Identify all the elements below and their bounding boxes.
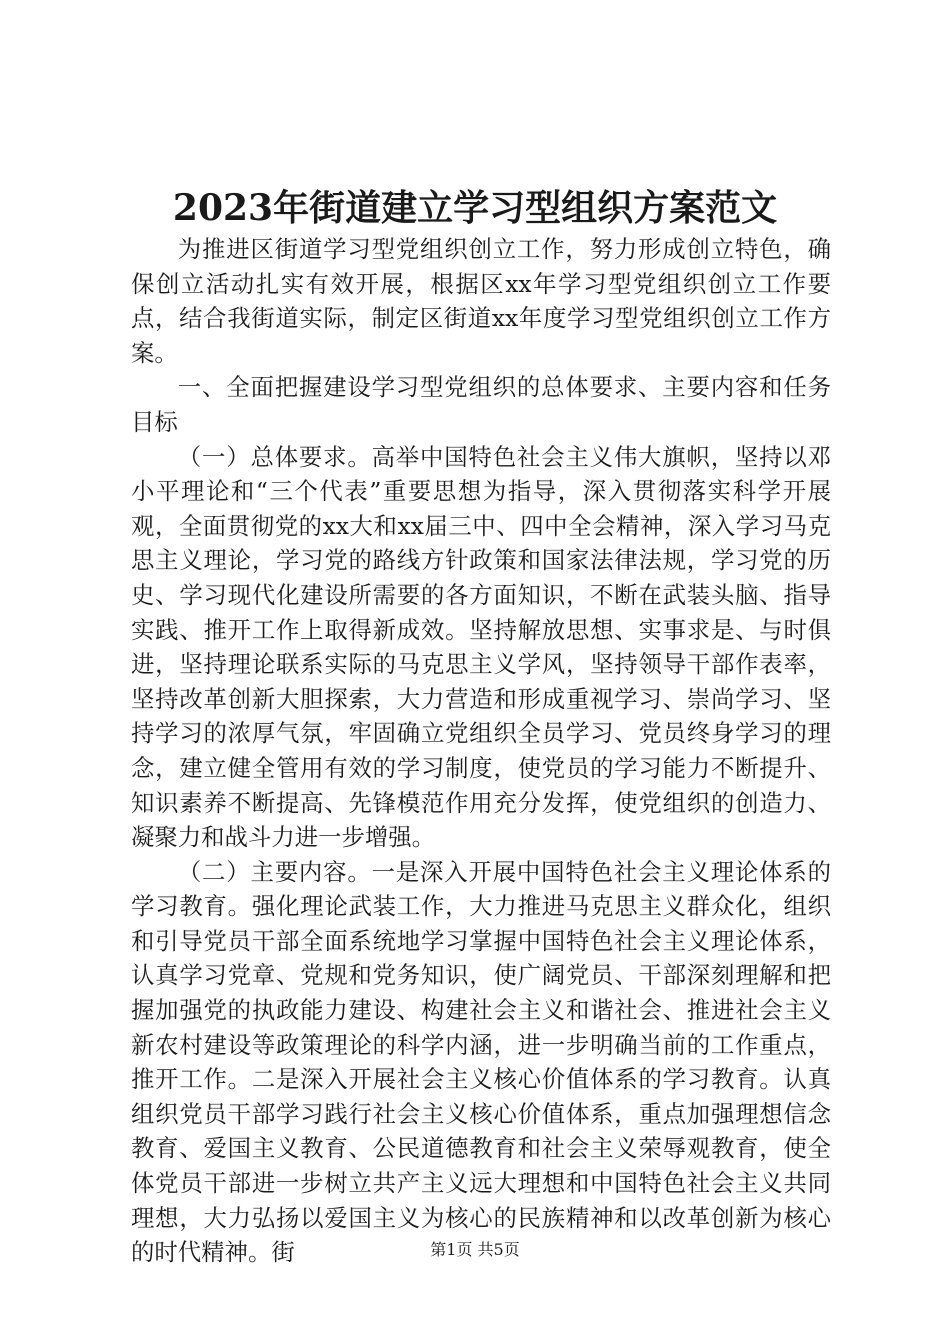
general-requirements-paragraph: （一）总体要求。高举中国特色社会主义伟大旗帜，坚持以邓小平理论和“三个代表”重要思想为指导，深入贯彻落实科学开展观，全面贯彻党的xx大和xx届三中、四中全会精神，深入学习马克思主义理论，学习党的路线方针政策和国家法律法规，学习党的历史、学习现代化建设所需要的各方面知识，不断在武装头脑、指导实践、推开工作上取得新成效。坚持解放思想、实事求是、与时俱进，坚持理论联系实际的马克思主义学风，坚持领导干部作表率，坚持改革创新大胆探索，大力营造和形成重视学习、崇尚学习、坚持学习的浓厚气氛，牢固确立党组织全员学习、党员终身学习的理念，建立健全管用有效的学习制度，使党员的学习能力不断提升、知识素养不断提高、先锋模范作用充分发挥，使党组织的创造力、凝聚力和战斗力进一步增强。 — [131, 442, 831, 852]
section-heading: 一、全面把握建设学习型党组织的总体要求、主要内容和任务目标 — [131, 373, 831, 436]
main-content-paragraph: （二）主要内容。一是深入开展中国特色社会主义理论体系的学习教育。强化理论武装工作，大力推进马克思主义群众化，组织和引导党员干部全面系统地学习掌握中国特色社会主义理论体系，认真学习党章、党规和党务知识，使广阔党员、干部深刻理解和把握加强党的执政能力建设、构建社会主义和谐社会、推进社会主义新农村建设等政策理论的科学内涵，进一步明确当前的工作重点，推开工作。二是深入开展社会主义核心价值体系的学习教育。认真组织党员干部学习践行社会主义核心价值体系，重点加强理想信念教育、爱国主义教育、公民道德教育和社会主义荣辱观教育，使全体党员干部进一步树立共产主义远大理想和中国特色社会主义共同理想，大力弘扬以爱国主义为核心的民族精神和以改革创新为核心的时代精神。街 — [131, 857, 831, 1267]
intro-paragraph: 为推进区街道学习型党组织创立工作，努力形成创立特色，确保创立活动扎实有效开展，根据区xx年学习型党组织创立工作要点，结合我街道实际，制定区街道xx年度学习型党组织创立工作方案。 — [131, 235, 831, 367]
document-title: 2023年街道建立学习型组织方案范文 — [172, 187, 778, 229]
page-footer: 第1页 共5页 — [430, 1240, 520, 1259]
document-body — [131, 232, 831, 1270]
